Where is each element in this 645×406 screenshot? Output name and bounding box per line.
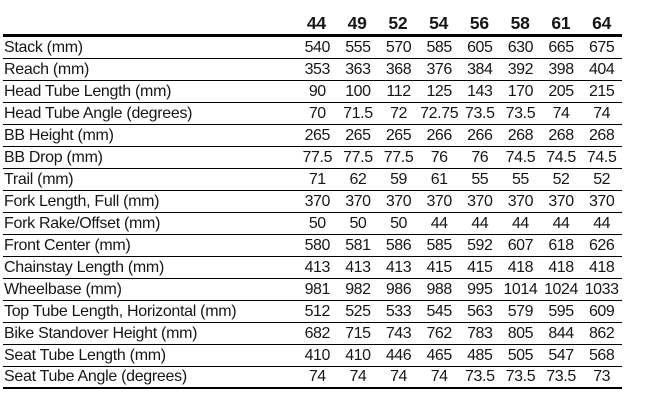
- table-row: [3, 367, 622, 389]
- cell-value: 62: [349, 170, 367, 188]
- cell-value: 609: [588, 302, 615, 320]
- cell-value: 563: [467, 302, 493, 320]
- cell-value: 268: [507, 126, 534, 144]
- size-column-header: 49: [347, 12, 367, 33]
- cell-value: 415: [467, 258, 493, 276]
- cell-value: 266: [426, 126, 452, 144]
- table-row: [3, 81, 622, 103]
- cell-value: 73.5: [505, 104, 536, 122]
- cell-value: 555: [345, 38, 371, 56]
- cell-value: 59: [390, 170, 408, 188]
- cell-value: 74: [308, 368, 326, 385]
- table-row: [3, 191, 622, 213]
- cell-value: 413: [304, 258, 331, 276]
- cell-value: 418: [507, 258, 534, 276]
- cell-value: 125: [426, 82, 452, 100]
- cell-value: 398: [548, 60, 574, 78]
- row-label: Top Tube Length, Horizontal (mm): [4, 302, 237, 320]
- cell-value: 585: [426, 38, 452, 56]
- row-label: Front Center (mm): [4, 236, 131, 254]
- cell-value: 384: [467, 60, 493, 78]
- cell-value: 61: [430, 170, 448, 188]
- table-row: [3, 59, 622, 81]
- cell-value: 72: [390, 104, 408, 122]
- size-header-row: [3, 0, 622, 37]
- cell-value: 73: [593, 368, 611, 385]
- row-label: Seat Tube Angle (degrees): [4, 368, 187, 385]
- cell-value: 77.5: [302, 148, 333, 166]
- cell-value: 743: [385, 324, 412, 342]
- cell-value: 74: [430, 368, 448, 385]
- row-label: Fork Rake/Offset (mm): [4, 214, 161, 232]
- cell-value: 170: [507, 82, 534, 100]
- table-row: [3, 125, 622, 147]
- cell-value: 418: [588, 258, 615, 276]
- cell-value: 90: [308, 82, 326, 100]
- cell-value: 413: [345, 258, 371, 276]
- cell-value: 1014: [503, 280, 538, 298]
- cell-value: 986: [385, 280, 412, 298]
- size-column-header: 44: [306, 12, 326, 33]
- row-label: BB Drop (mm): [4, 148, 103, 166]
- cell-value: 70: [308, 104, 326, 122]
- cell-value: 605: [467, 38, 493, 56]
- cell-value: 762: [426, 324, 452, 342]
- cell-value: 71: [308, 170, 326, 188]
- size-column-header: 61: [551, 12, 571, 33]
- cell-value: 50: [390, 214, 408, 232]
- cell-value: 265: [304, 126, 331, 144]
- cell-value: 370: [385, 192, 412, 210]
- cell-value: 592: [467, 236, 493, 254]
- cell-value: 74: [390, 368, 408, 385]
- geometry-table: [3, 0, 622, 389]
- cell-value: 410: [304, 346, 331, 364]
- cell-value: 404: [588, 60, 615, 78]
- cell-value: 112: [386, 82, 411, 100]
- cell-value: 1033: [584, 280, 619, 298]
- size-column-header: 58: [510, 12, 530, 33]
- cell-value: 52: [552, 170, 570, 188]
- cell-value: 73.5: [465, 104, 495, 122]
- cell-value: 568: [588, 346, 615, 364]
- cell-value: 100: [345, 82, 371, 100]
- cell-value: 862: [588, 324, 615, 342]
- cell-value: 586: [385, 236, 412, 254]
- cell-value: 44: [593, 214, 611, 232]
- cell-value: 805: [507, 324, 534, 342]
- table-row: [3, 279, 622, 301]
- row-label: Reach (mm): [4, 60, 90, 78]
- cell-value: 1024: [544, 280, 579, 298]
- size-column-header: 52: [388, 12, 408, 33]
- row-label: BB Height (mm): [4, 126, 114, 144]
- row-label: Trail (mm): [4, 170, 74, 188]
- cell-value: 50: [308, 214, 326, 232]
- row-label: Head Tube Angle (degrees): [4, 104, 193, 122]
- cell-value: 585: [426, 236, 452, 254]
- cell-value: 376: [426, 60, 452, 78]
- cell-value: 595: [548, 302, 574, 320]
- size-column-header: 64: [592, 12, 612, 33]
- cell-value: 74.5: [586, 148, 617, 166]
- cell-value: 77.5: [383, 148, 414, 166]
- cell-value: 205: [548, 82, 574, 100]
- cell-value: 580: [304, 236, 331, 254]
- cell-value: 413: [385, 258, 412, 276]
- cell-value: 715: [345, 324, 371, 342]
- cell-value: 570: [385, 38, 412, 56]
- table-row: [3, 213, 622, 235]
- cell-value: 74: [349, 368, 367, 385]
- cell-value: 363: [345, 60, 371, 78]
- cell-value: 74: [593, 104, 611, 122]
- row-label: Head Tube Length (mm): [4, 82, 172, 100]
- cell-value: 446: [385, 346, 412, 364]
- cell-value: 143: [467, 82, 493, 100]
- table-row: [3, 37, 622, 59]
- cell-value: 512: [304, 302, 331, 320]
- row-label: Wheelbase (mm): [4, 280, 122, 298]
- cell-value: 52: [593, 170, 611, 188]
- size-column-header: 56: [469, 12, 489, 33]
- cell-value: 268: [548, 126, 574, 144]
- cell-value: 370: [507, 192, 534, 210]
- cell-value: 76: [430, 148, 448, 166]
- row-label: Chainstay Length (mm): [4, 258, 164, 276]
- cell-value: 485: [467, 346, 493, 364]
- cell-value: 505: [507, 346, 534, 364]
- cell-value: 44: [552, 214, 570, 232]
- cell-value: 74: [552, 104, 570, 122]
- cell-value: 74.5: [505, 148, 536, 166]
- cell-value: 981: [304, 280, 331, 298]
- cell-value: 265: [345, 126, 371, 144]
- cell-value: 995: [467, 280, 493, 298]
- cell-value: 682: [304, 324, 331, 342]
- cell-value: 76: [471, 148, 489, 166]
- cell-value: 665: [548, 38, 574, 56]
- cell-value: 533: [385, 302, 412, 320]
- table-row: [3, 301, 622, 323]
- cell-value: 265: [385, 126, 412, 144]
- cell-value: 55: [511, 170, 529, 188]
- cell-value: 44: [511, 214, 529, 232]
- row-label: Seat Tube Length (mm): [4, 346, 166, 364]
- table-row: [3, 323, 622, 345]
- cell-value: 675: [588, 38, 615, 56]
- table-row: [3, 235, 622, 257]
- cell-value: 55: [471, 170, 489, 188]
- cell-value: 545: [426, 302, 452, 320]
- cell-value: 370: [304, 192, 331, 210]
- cell-value: 988: [426, 280, 452, 298]
- row-label: Stack (mm): [4, 38, 83, 56]
- cell-value: 71.5: [343, 104, 373, 122]
- cell-value: 465: [426, 346, 452, 364]
- cell-value: 368: [385, 60, 412, 78]
- table-row: [3, 169, 622, 191]
- cell-value: 630: [507, 38, 534, 56]
- cell-value: 73.5: [505, 368, 536, 385]
- row-label: Bike Standover Height (mm): [4, 324, 198, 342]
- cell-value: 74.5: [546, 148, 576, 166]
- cell-value: 370: [426, 192, 452, 210]
- table-row: [3, 345, 622, 367]
- cell-value: 44: [430, 214, 448, 232]
- table-row: [3, 103, 622, 125]
- cell-value: 370: [588, 192, 615, 210]
- cell-value: 579: [507, 302, 534, 320]
- cell-value: 50: [349, 214, 367, 232]
- cell-value: 547: [548, 346, 574, 364]
- cell-value: 783: [467, 324, 493, 342]
- table-body: [3, 37, 622, 389]
- cell-value: 353: [304, 60, 331, 78]
- cell-value: 418: [548, 258, 574, 276]
- cell-value: 73.5: [465, 368, 495, 385]
- cell-value: 540: [304, 38, 331, 56]
- cell-value: 410: [345, 346, 371, 364]
- size-column-header: 54: [429, 12, 449, 33]
- table-row: [3, 147, 622, 169]
- cell-value: 581: [345, 236, 371, 254]
- cell-value: 44: [471, 214, 489, 232]
- cell-value: 392: [507, 60, 534, 78]
- row-label: Fork Length, Full (mm): [4, 192, 160, 210]
- cell-value: 415: [426, 258, 452, 276]
- cell-value: 844: [548, 324, 574, 342]
- cell-value: 370: [548, 192, 574, 210]
- cell-value: 370: [467, 192, 493, 210]
- cell-value: 77.5: [343, 148, 373, 166]
- cell-value: 215: [588, 82, 615, 100]
- cell-value: 626: [588, 236, 615, 254]
- cell-value: 525: [345, 302, 371, 320]
- cell-value: 618: [548, 236, 574, 254]
- cell-value: 266: [467, 126, 493, 144]
- cell-value: 72.75: [420, 104, 459, 122]
- cell-value: 73.5: [546, 368, 576, 385]
- cell-value: 982: [345, 280, 371, 298]
- cell-value: 268: [588, 126, 615, 144]
- cell-value: 607: [507, 236, 534, 254]
- table-row: [3, 257, 622, 279]
- cell-value: 370: [345, 192, 371, 210]
